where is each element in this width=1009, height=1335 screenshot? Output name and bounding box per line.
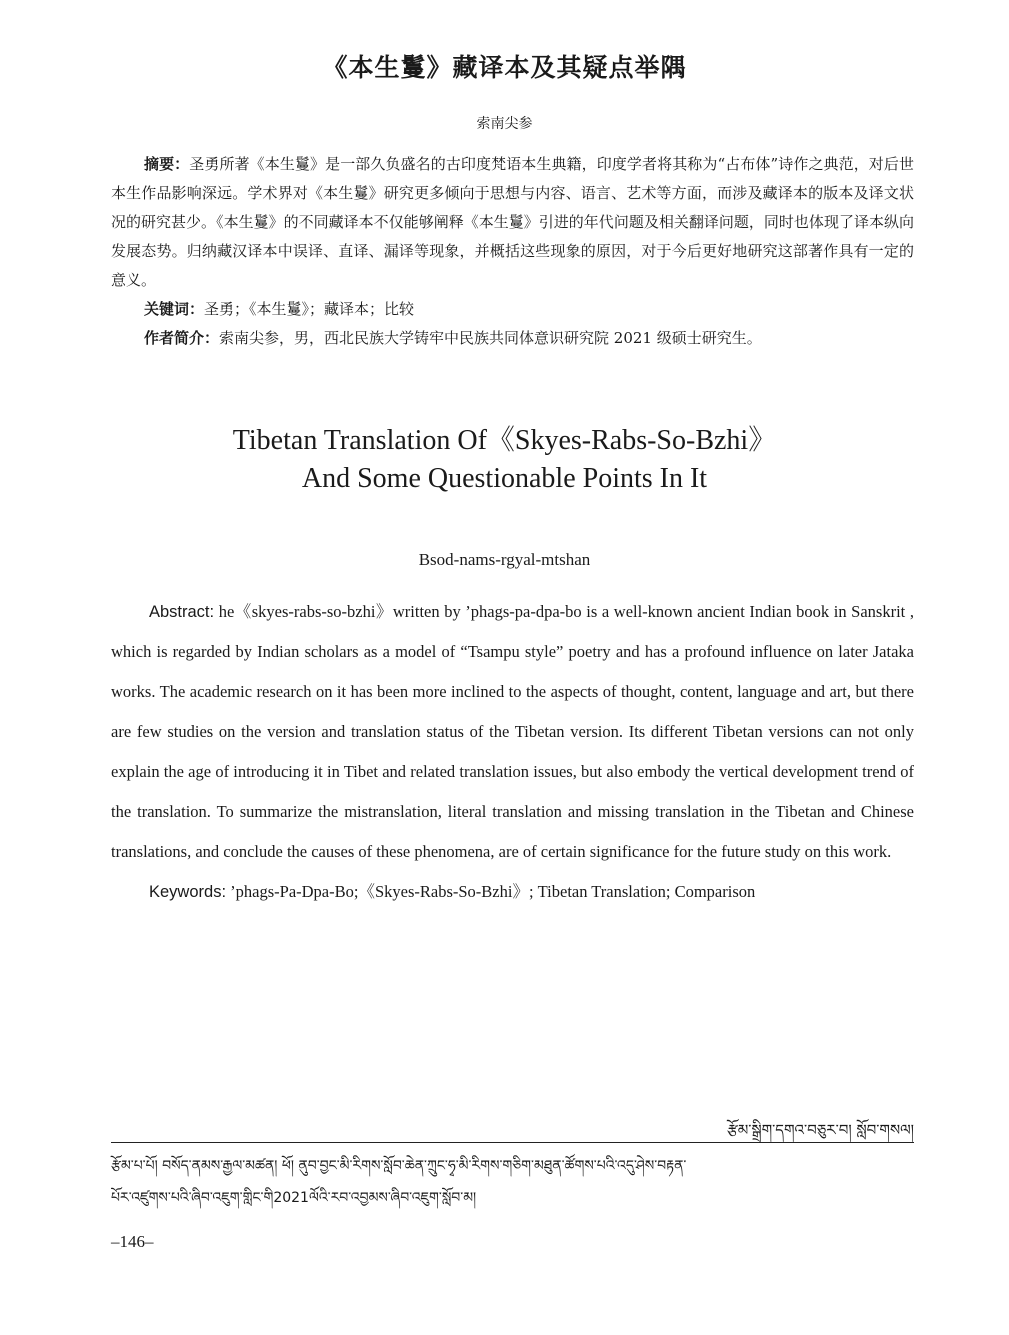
tibetan-footnote-line1: རྩོམ་པ་པོ། བསོད་ནམས་རྒྱལ་མཚན། ཕོ། ནུབ་བྱང་མི་རིགས་སློབ་ཆེན་ཀྲུང་ཧྭ་མི་རིགས་གཅིག་མཐུན་ཚོགས་པའི་འདུ་ཤེས་བརྟན་ [111,1158,687,1174]
english-abstract-block [111,592,914,912]
chinese-keywords [111,295,914,324]
english-title-line2: And Some Questionable Points In It [301,463,708,494]
chinese-keywords-label: 关键词： [144,300,205,318]
english-abstract [111,592,914,872]
chinese-title: 《本生鬘》藏译本及其疑点举隅 [322,53,687,82]
chinese-keywords-text: 圣勇；《本生鬘》；藏译本；比较 [204,300,415,318]
english-abstract-label: Abstract: [149,603,215,621]
chinese-bio-text: 索南尖参，男，西北民族大学铸牢中民族共同体意识研究院 2021 级硕士研究生。 [219,329,762,347]
chinese-abstract-text: 圣勇所著《本生鬘》是一部久负盛名的古印度梵语本生典籍，印度学者将其称为“占布体”诗作之典范，对后世本生作品影响深远。学术界对《本生鬘》研究更多倾向于思想与内容、语言、艺术等方面，而涉及藏译本的版本及译文状况的研究甚少。《本生鬘》的不同藏译本不仅能够阐释《本生鬘》引进的年代问题及相关翻译问题，同时也体现了译本纵向发展态势。归纳藏汉译本中误译、直译、漏译等现象，并概括这些现象的原因，对于今后更好地研究这部著作具有一定的意义。 [111,155,914,289]
chinese-bio-label: 作者简介： [144,329,220,347]
english-title [0,422,1009,498]
page-number: –146– [111,1232,154,1251]
tibetan-footnote-line2: པོར་འཛུགས་པའི་ཞིབ་འཇུག་གླིང་གི2021ལོའི་རབ་འབྱམས་ཞིབ་འཇུག་སློབ་མ། [111,1190,477,1206]
english-abstract-text: he《skyes-rabs-so-bzhi》written by ’phags-pa-dpa-bo is a well-known ancient Indian book in Sanskrit , which is regarded by Indian scholars as a model of “Tsampu style” poetry and has a profound influence on later Jataka works. The academic research on it has been more inclined to the aspects of thought, content, language and art, but there are few studies on the version and translation status of the Tibetan version. Its different Tibetan versions can not only explain the age of introducing it in Tibet and related translation issues, but also embody the vertical development trend of the translation. To summarize the mistranslation, literal translation and missing translation in the Tibetan and Chinese translations, and conclude the causes of these phenomena, are of certain significance for the future study on this work. [111,602,914,861]
tibetan-editor-line: རྩོམ་སྒྲིག་དགའ་བཅུར་བ། སློབ་གསལ། [727,1121,914,1139]
english-title-line1: Tibetan Translation Of《Skyes-Rabs-So-Bzhi》 [232,425,777,456]
tibetan-footnote [111,1150,914,1214]
chinese-author: 索南尖参 [476,116,533,132]
chinese-abstract-label: 摘要： [144,155,190,173]
chinese-abstract-block [111,150,914,353]
english-keywords-label: Keywords: [149,883,227,901]
english-keywords [111,872,914,912]
chinese-abstract [111,150,914,295]
english-keywords-text: ’phags-Pa-Dpa-Bo;《Skyes-Rabs-So-Bzhi》; Tibetan Translation; Comparison [226,882,756,901]
english-author: Bsod-nams-rgyal-mtshan [418,550,591,569]
chinese-author-bio [111,324,914,353]
footnote-divider [111,1142,914,1143]
